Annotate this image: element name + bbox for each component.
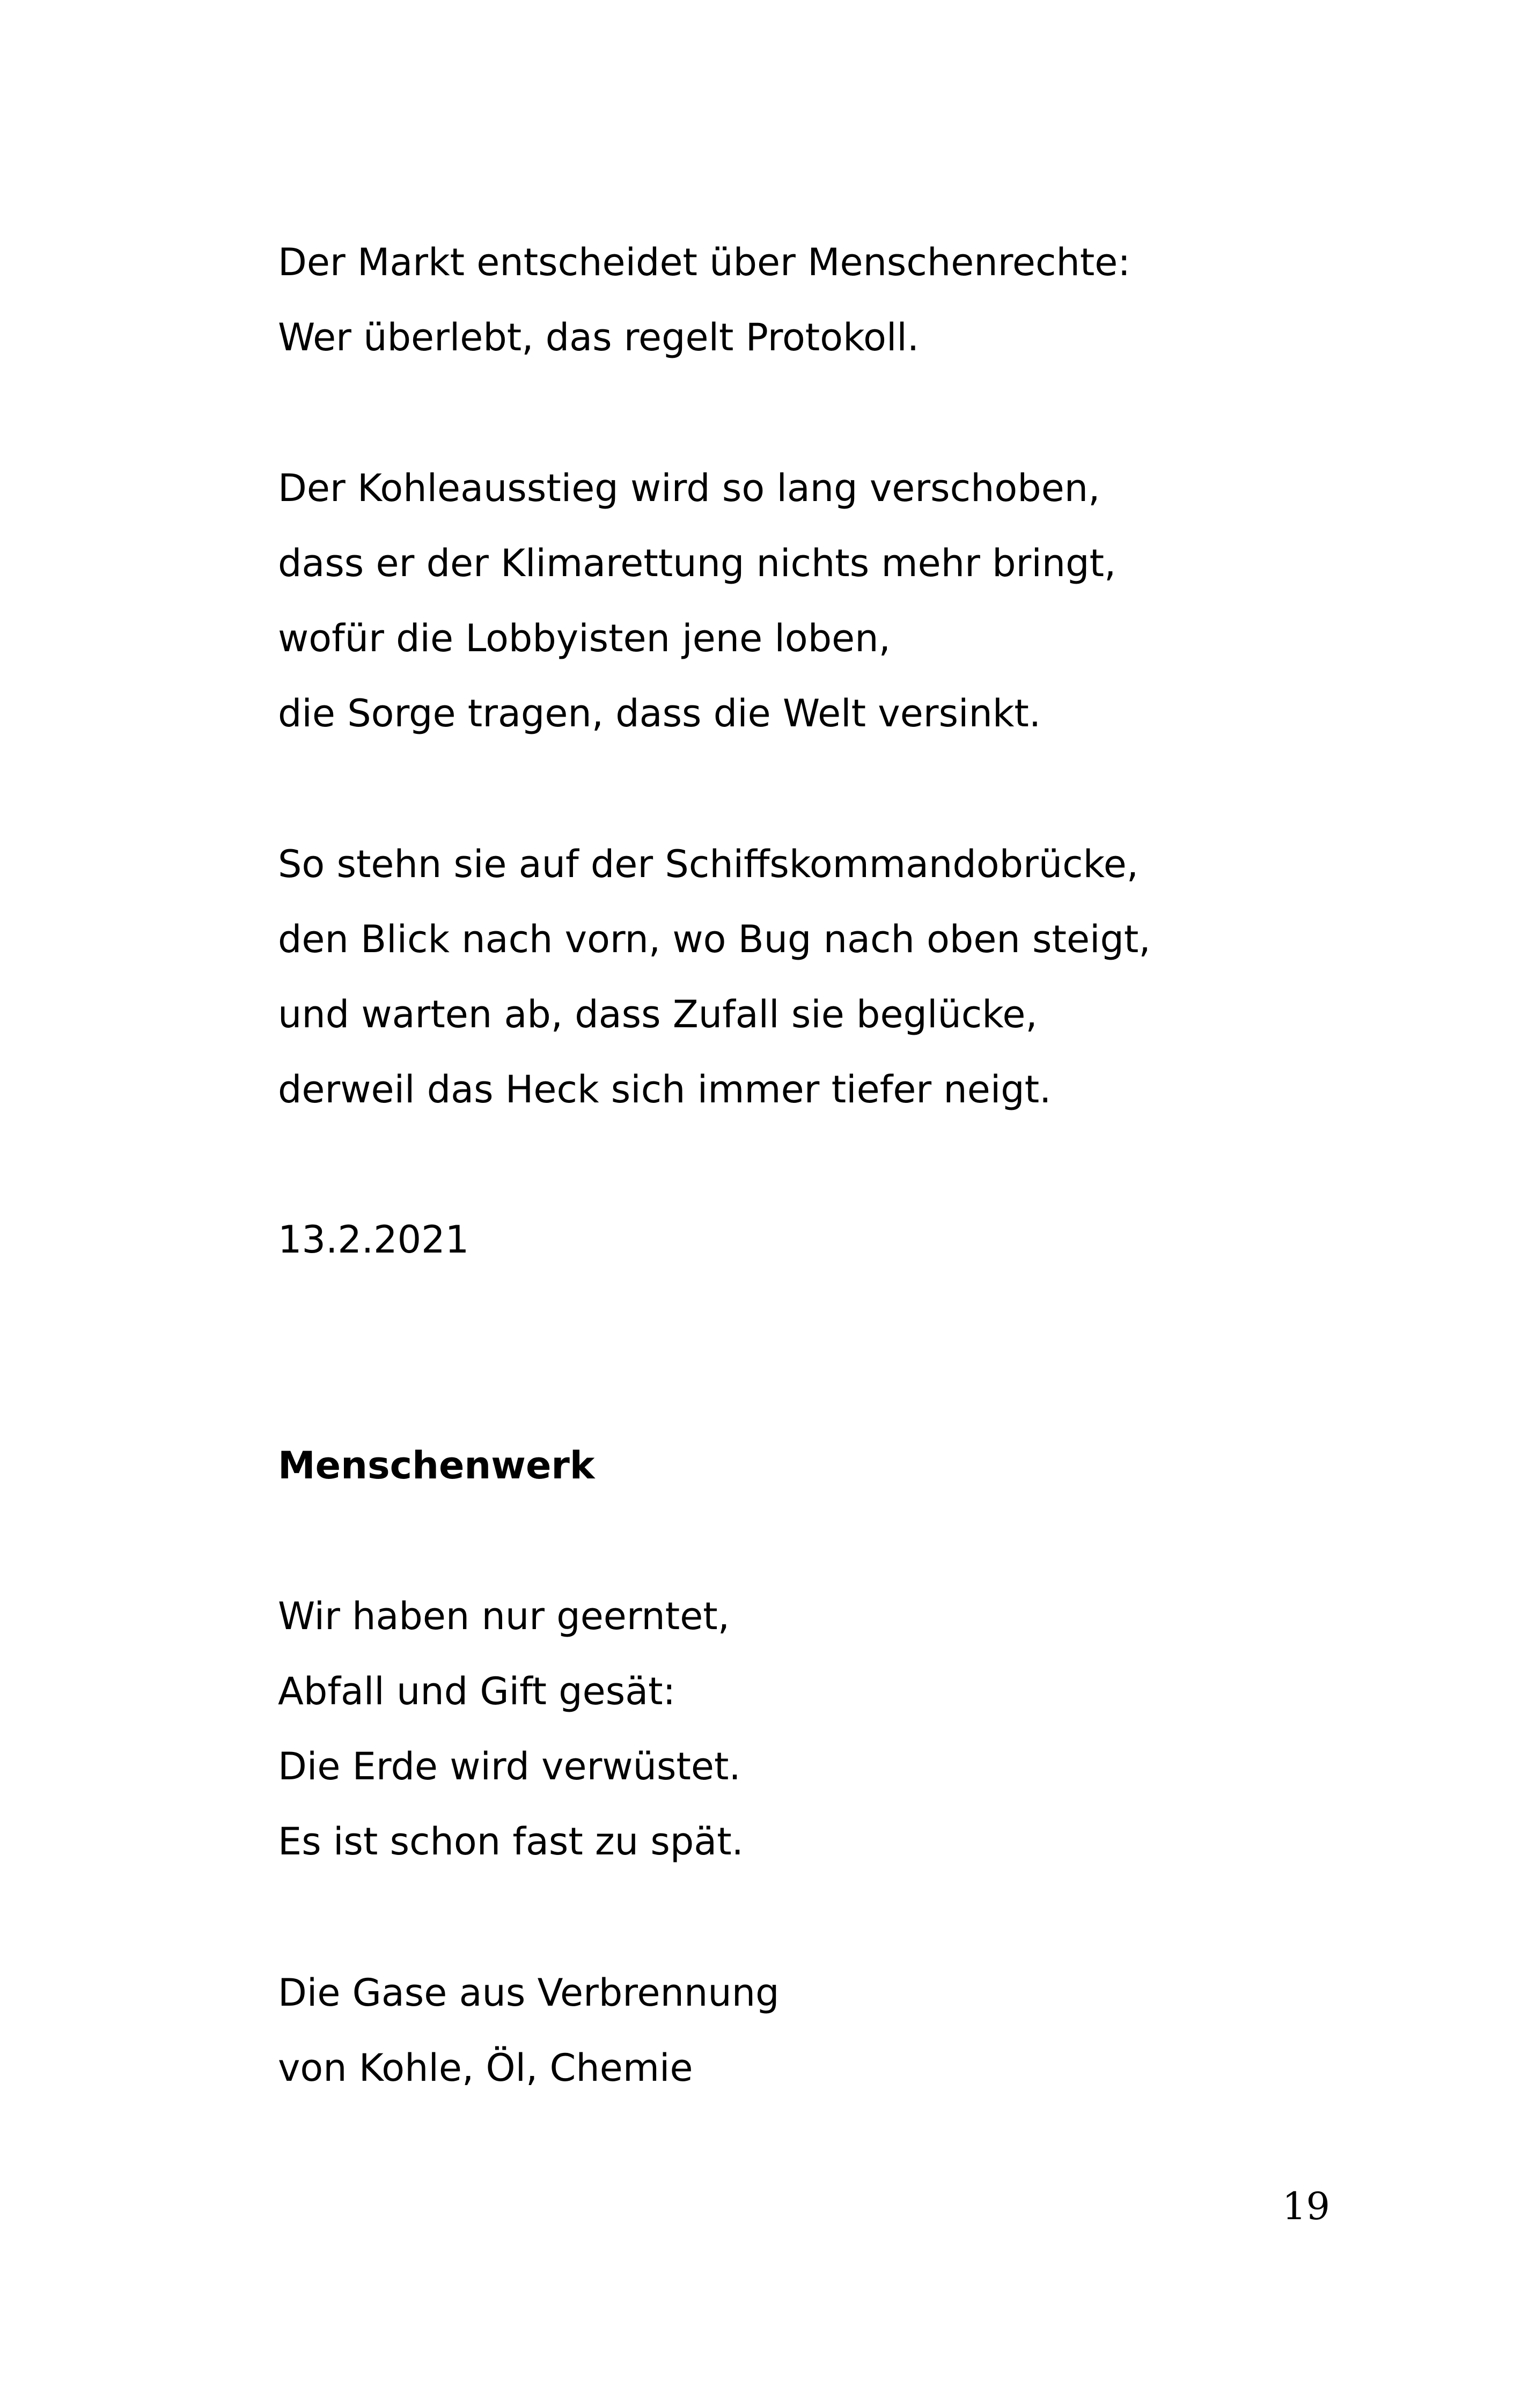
verse-line: Abfall und Gift gesät: (278, 1669, 676, 1713)
verse-line: Der Kohleausstieg wird so lang verschoben, (278, 466, 1100, 510)
verse-line: derweil das Heck sich immer tiefer neigt. (278, 1067, 1052, 1111)
verse-line: Es ist schon fast zu spät. (278, 1820, 744, 1864)
poem-date: 13.2.2021 (278, 1218, 469, 1262)
verse-line: und warten ab, dass Zufall sie beglücke, (278, 992, 1038, 1036)
verse-line: den Blick nach vorn, wo Bug nach oben steigt, (278, 917, 1151, 961)
verse-line: wofür die Lobbyisten jene loben, (278, 616, 891, 660)
verse-line: Wer überlebt, das regelt Protokoll. (278, 315, 920, 359)
verse-line: Die Gase aus Verbrennung (278, 1971, 780, 2015)
page-number: 19 (1282, 2184, 1331, 2228)
verse-line: die Sorge tragen, dass die Welt versinkt. (278, 691, 1041, 735)
verse-line: dass er der Klimarettung nichts mehr bringt, (278, 541, 1116, 585)
verse-line: von Kohle, Öl, Chemie (278, 2046, 693, 2090)
verse-line: Wir haben nur geerntet, (278, 1594, 730, 1638)
poem-title: Menschenwerk (278, 1444, 595, 1487)
verse-line: Der Markt entscheidet über Menschenrechte: (278, 240, 1130, 284)
verse-line: Die Erde wird verwüstet. (278, 1744, 741, 1788)
verse-line: So stehn sie auf der Schiffskommandobrücke, (278, 842, 1139, 886)
